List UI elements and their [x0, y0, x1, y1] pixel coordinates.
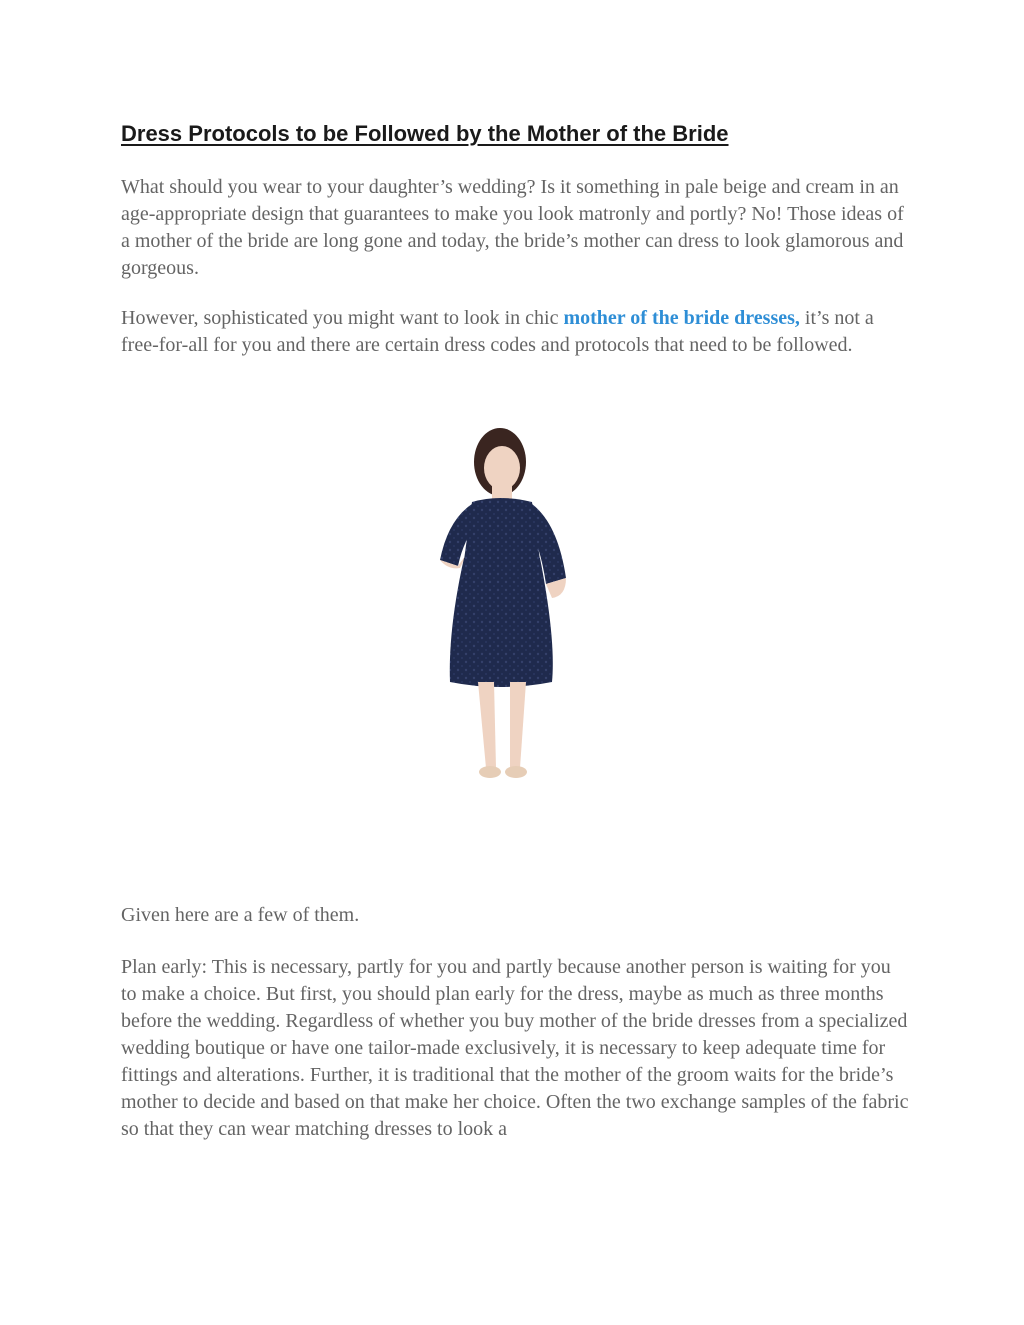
- intro-paragraph: What should you wear to your daughter’s wedding? Is it something in pale beige and cream in an age-appropriate design that guarantees to make you look matronly and portly? No! Those ideas of a mother of the bride are long gone and today, the bride’s mother can dress to look glamorous and gorgeous.: [121, 176, 904, 279]
- mother-of-bride-dresses-link[interactable]: mother of the bride dresses,: [563, 307, 800, 329]
- model-dress-image: [400, 420, 600, 805]
- paragraph-text-before-link: However, sophisticated you might want to look in chic: [121, 307, 564, 329]
- given-here-paragraph: Given here are a few of them.: [121, 904, 360, 926]
- paragraph-text-after-link: it’s not a free-for-all for you and there are certain dress codes and protocols that need to be followed.: [121, 307, 874, 356]
- dress-code-paragraph: [121, 305, 911, 359]
- plan-early-paragraph: Plan early: This is necessary, partly for you and partly because another person is waiting for you to make a choice. But first, you should plan early for the dress, maybe as much as three months before the wedding. Regardless of whether you buy mother of the bride dresses from a specialized wedding boutique or have one tailor-made exclusively, it is necessary to keep adequate time for fittings and alterations. Further, it is traditional that the mother of the groom waits for the bride’s mother to decide and based on that make her choice. Often the two exchange samples of the fabric so that they can wear matching dresses to look a: [121, 956, 909, 1140]
- page-title: Dress Protocols to be Followed by the Mother of the Bride: [121, 121, 729, 146]
